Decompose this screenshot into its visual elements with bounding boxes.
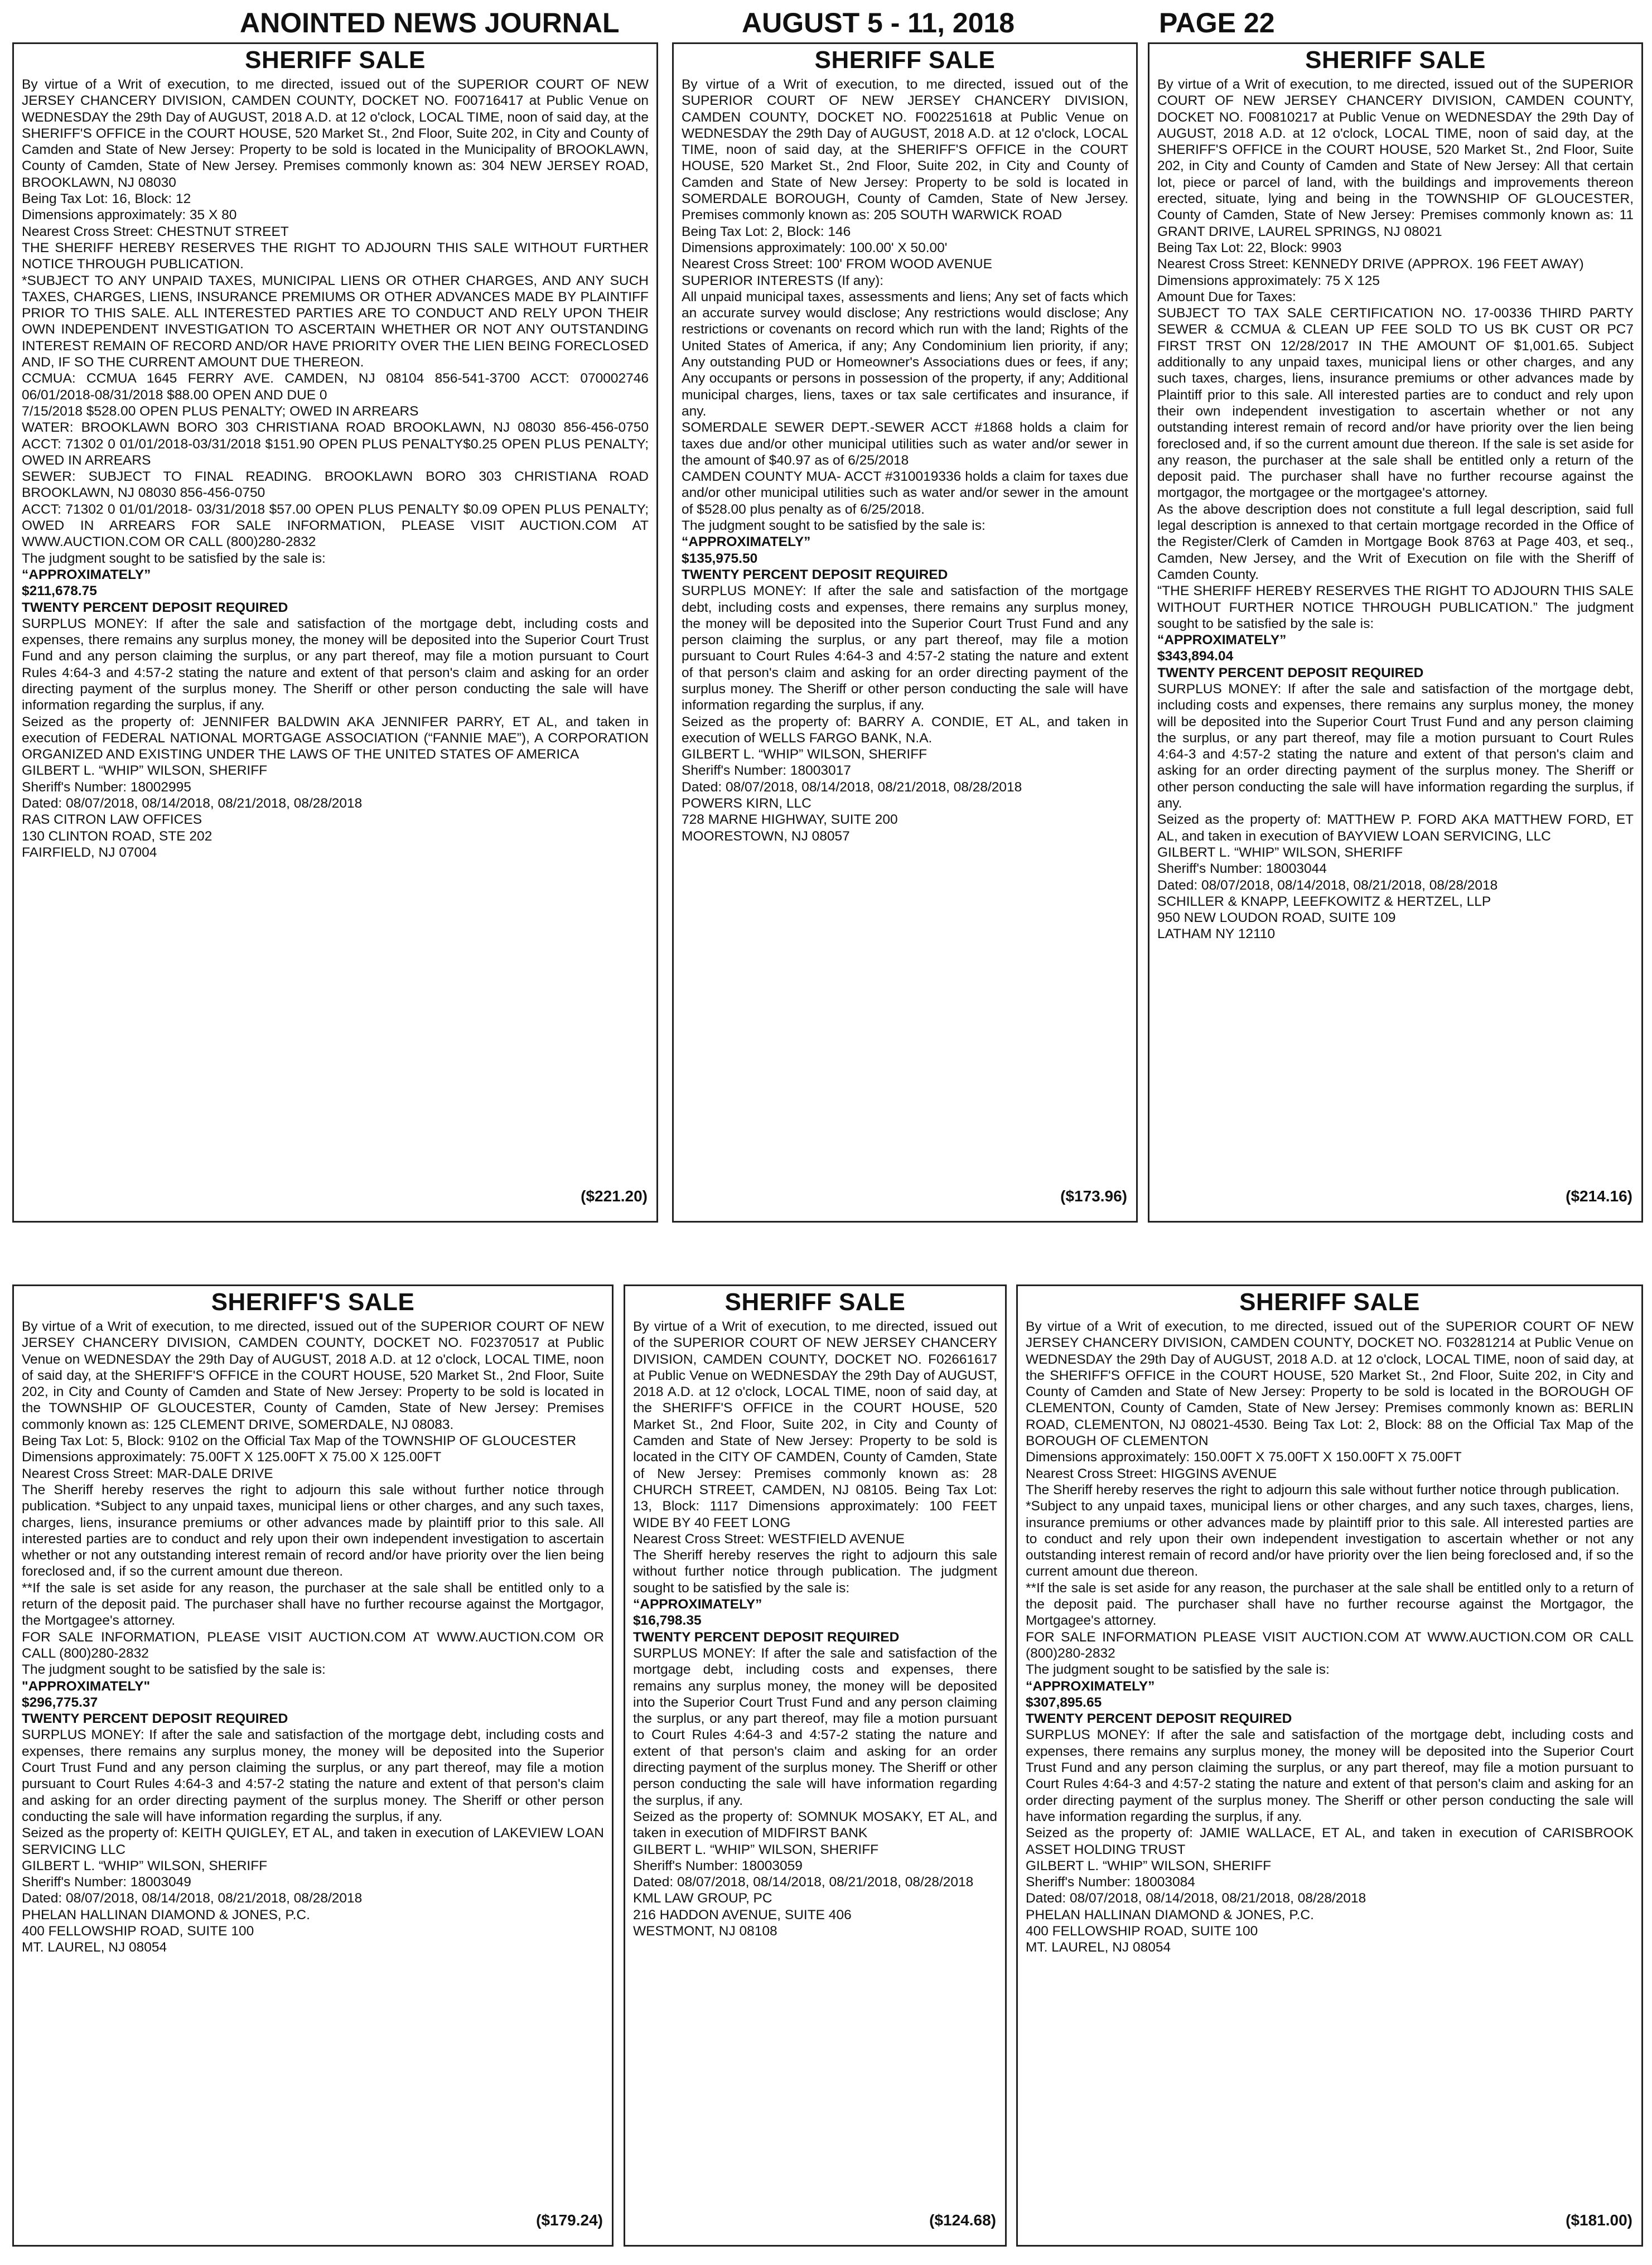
notice-paragraph: Seized as the property of: BARRY A. CONDIE, ET AL, and taken in execution of WELLS FARGO BANK, N.A. — [682, 714, 1128, 746]
notice-paragraph: WATER: BROOKLAWN BORO 303 CHRISTIANA ROAD BROOKLAWN, NJ 08030 856-456-0750 ACCT: 71302 0 01/01/2018-03/31/2018 $151.90 OPEN PLUS PENALTY$0.25 OPEN PLUS PENALTY; OWED IN ARREARS — [22, 420, 649, 468]
notice-paragraph: PHELAN HALLINAN DIAMOND & JONES, P.C. — [1026, 1907, 1314, 1923]
notice-paragraph: Being Tax Lot: 22, Block: 9903 — [1157, 240, 1342, 255]
notice-paragraph: CCMUA: CCMUA 1645 FERRY AVE. CAMDEN, NJ 08104 856-541-3700 ACCT: 070002746 06/01/2018-08/31/2018 $88.00 OPEN AND DUE 0 — [22, 371, 649, 403]
notice-paragraph: FOR SALE INFORMATION PLEASE VISIT AUCTION.COM AT WWW.AUCTION.COM OR CALL (800)280-2832 — [1026, 1629, 1634, 1661]
notice-paragraph: WESTMONT, NJ 08108 — [633, 1923, 777, 1939]
notice-paragraph: Sheriff's Number: 18003044 — [1157, 861, 1327, 877]
notice-paragraph: 7/15/2018 $528.00 OPEN PLUS PENALTY; OWED IN ARREARS — [22, 403, 419, 419]
notice-bold-line: “APPROXIMATELY” — [1026, 1678, 1155, 1694]
notice-bold-line: TWENTY PERCENT DEPOSIT REQUIRED — [22, 1711, 288, 1727]
notice-paragraph: Nearest Cross Street: 100' FROM WOOD AVENUE — [682, 257, 992, 272]
notice-paragraph: By virtue of a Writ of execution, to me directed, issued out of the SUPERIOR COURT OF NEW JERSEY CHANCERY DIVISION, CAMDEN COUNTY, DOCKET NO. F00810217 at Public Venue on WEDNESDAY the 29th Day of AUGUST, 2018 A.D. at 12 o'clock, LOCAL TIME, noon of said day, at the SHERIFF'S OFFICE in the COURT HOUSE, 520 Market St., 2nd Floor, Suite 202, in City and County of Camden and State of New Jersey: All that certain lot, piece or parcel of land, with the buildings and improvements thereon erected, situate, lying and being in the TOWNSHIP OF GLOUCESTER, County of Camden, State of New Jersey: Premises commonly known as: 11 GRANT DRIVE, LAUREL SPRINGS, NJ 08021 — [1157, 77, 1634, 239]
notice-paragraph: Seized as the property of: SOMNUK MOSAKY, ET AL, and taken in execution of MIDFIRST BANK — [633, 1809, 997, 1841]
notice-paragraph: GILBERT L. “WHIP” WILSON, SHERIFF — [22, 1858, 268, 1873]
notice-paragraph: SURPLUS MONEY: If after the sale and satisfaction of the mortgage debt, including costs and expenses, there remains any surplus money, the money will be deposited into the Superior Court Trust Fund and any person claiming the surplus, or any part thereof, may file a motion pursuant to Court Rules 4:64-3 and 4:57-2 stating the nature and extent of that person's claim and asking for an order directing payment of the surplus money. The Sheriff or other person conducting the sale will have information regarding the surplus, if any. — [1157, 681, 1634, 812]
notice-bold-line: $296,775.37 — [22, 1694, 98, 1710]
notice-title: SHERIFF SALE — [245, 46, 426, 74]
notice-paragraph: 400 FELLOWSHIP ROAD, SUITE 100 — [1026, 1923, 1258, 1939]
notice-paragraph: Dated: 08/07/2018, 08/14/2018, 08/21/2018, 08/28/2018 — [1157, 877, 1498, 893]
notice-paragraph: Dated: 08/07/2018, 08/14/2018, 08/21/2018, 08/28/2018 — [633, 1875, 974, 1890]
notice-paragraph: SUBJECT TO TAX SALE CERTIFICATION NO. 17-00336 THIRD PARTY SEWER & CCMUA & CLEAN UP FEE SOLD TO US BK CUST OR PC7 FIRST TRST ON 12/28/2017 IN THE AMOUNT OF $1,001.65. Subject additionally to any unpaid taxes, municipal liens or other charges, and any such taxes, charges, liens, insurance premiums or other advances made by Plaintiff prior to this sale. All interested parties are to conduct and rely upon their own independent investigation to ascertain whether or not any outstanding interest remain of record and/or have priority over the lien being foreclosed and, if so the current amount due thereon. If the sale is set aside for any reason, the purchaser at the sale shall be entitled only a return of the deposit paid. The purchaser shall have no further recourse against the mortgagor, the mortgagee or the mortgagee's attorney. — [1157, 306, 1634, 501]
notice-paragraph: Dimensions approximately: 100.00' X 50.00' — [682, 240, 948, 255]
notice-paragraph: SEWER: SUBJECT TO FINAL READING. BROOKLAWN BORO 303 CHRISTIANA ROAD BROOKLAWN, NJ 08030 856-456-0750 — [22, 469, 649, 501]
notice-paragraph: All unpaid municipal taxes, assessments and liens; Any set of facts which an accurate survey would disclose; Any restrictions would disclose; Any restrictions or covenants on record which run with the land; Rights of the United States of America, if any; Any Condominium lien priority, if any; Any outstanding PUD or Homeowner's Associations dues or fees, if any; Any occupants or persons in possession of the property, if any; Additional municipal charges, liens, taxes or tax sale certificates and insurance, if any. — [682, 289, 1128, 419]
notice-paragraph: Sheriff's Number: 18003017 — [682, 763, 851, 779]
notice-paragraph: Dimensions approximately: 150.00FT X 75.00FT X 150.00FT X 75.00FT — [1026, 1450, 1462, 1465]
notice-paragraph: SURPLUS MONEY: If after the sale and satisfaction of the mortgage debt, including costs and expenses, there remains any surplus money, the money will be deposited into the Superior Court Trust Fund and any person claiming the surplus, or any part thereof, may file a motion pursuant to Court Rules 4:64-3 and 4:57-2 stating the nature and extent of that person's claim and asking for an order directing payment of the surplus money. The Sheriff or other person conducting the sale will have information regarding the surplus, if any. — [633, 1645, 997, 1808]
notice-title: SHERIFF SALE — [724, 1288, 906, 1316]
notice-paragraph: Dated: 08/07/2018, 08/14/2018, 08/21/2018, 08/28/2018 — [22, 1891, 363, 1906]
notice-paragraph: 400 FELLOWSHIP ROAD, SUITE 100 — [22, 1923, 254, 1939]
notice-paragraph: CAMDEN COUNTY MUA- ACCT #310019336 holds a claim for taxes due and/or other municipal utilities such as water and/or sewer in the amount of $528.00 plus penalty as of 6/25/2018. — [682, 469, 1128, 517]
notice-bold-line: “APPROXIMATELY” — [22, 567, 151, 582]
notice-paragraph: Nearest Cross Street: KENNEDY DRIVE (APPROX. 196 FEET AWAY) — [1157, 257, 1584, 272]
notice-paragraph: RAS CITRON LAW OFFICES — [22, 812, 202, 828]
notice-bold-line: $343,894.04 — [1157, 649, 1234, 664]
notice-paragraph: SURPLUS MONEY: If after the sale and satisfaction of the mortgage debt, including costs and expenses, there remains any surplus money, the money will be deposited into the Superior Court Trust Fund and any person claiming the surplus, or any part thereof, may file a motion pursuant to Court Rules 4:64-3 and 4:57-2 stating the nature and extent of that person's claim and asking for an order directing payment of the surplus money. The Sheriff or other person conducting the sale will have information regarding the surplus, if any. — [22, 616, 649, 713]
notice-paragraph: Amount Due for Taxes: — [1157, 289, 1296, 305]
notice-paragraph: Dated: 08/07/2018, 08/14/2018, 08/21/2018, 08/28/2018 — [682, 779, 1022, 795]
notice-paragraph: Nearest Cross Street: CHESTNUT STREET — [22, 224, 289, 239]
notice-paragraph: By virtue of a Writ of execution, to me directed, issued out of the SUPERIOR COURT OF NEW JERSEY CHANCERY DIVISION, CAMDEN COUNTY, DOCKET NO. F002251618 at Public Venue on WEDNESDAY the 29th Day of AUGUST, 2018 A.D. at 12 o'clock, LOCAL TIME, noon of said day, at the SHERIFF'S OFFICE in the COURT HOUSE, 520 Market St., 2nd Floor, Suite 202, in City and County of Camden and State of New Jersey: Property to be sold is located in SOMERDALE BOROUGH, County of Camden, State of New Jersey. Premises commonly known as: 205 SOUTH WARWICK ROAD — [682, 77, 1128, 223]
notice-bold-line: $211,678.75 — [22, 583, 97, 599]
notice-paragraph: GILBERT L. “WHIP” WILSON, SHERIFF — [22, 763, 268, 779]
notice-bold-line: $307,895.65 — [1026, 1694, 1102, 1710]
notice-paragraph: FOR SALE INFORMATION, PLEASE VISIT AUCTION.COM AT WWW.AUCTION.COM OR CALL (800)280-2832 — [22, 1629, 604, 1661]
notice-paragraph: The judgment sought to be satisfied by the sale is: — [22, 1662, 326, 1678]
notice-paragraph: The judgment sought to be satisfied by the sale is: — [22, 550, 326, 566]
sheriff-sale-notice — [1148, 42, 1643, 1223]
notice-paragraph: 950 NEW LOUDON ROAD, SUITE 109 — [1157, 910, 1396, 926]
notice-paragraph: SOMERDALE SEWER DEPT.-SEWER ACCT #1868 holds a claim for taxes due and/or other municipal utilities such as water and/or sewer in the amount of $40.97 as of 6/25/2018 — [682, 420, 1128, 468]
notice-paragraph: ACCT: 71302 0 01/01/2018- 03/31/2018 $57.00 OPEN PLUS PENALTY $0.09 OPEN PLUS PENALTY; OWED IN ARREARS FOR SALE INFORMATION, PLEASE VISIT AUCTION.COM AT WWW.AUCTION.COM OR CALL (800)280-2832 — [22, 501, 649, 550]
notice-bold-line: “APPROXIMATELY” — [1157, 632, 1287, 648]
notice-paragraph: Seized as the property of: JAMIE WALLACE, ET AL, and taken in execution of CARISBROOK ASSET HOLDING TRUST — [1026, 1825, 1634, 1857]
notice-bold-line: “APPROXIMATELY” — [682, 534, 811, 550]
notice-paragraph: MOORESTOWN, NJ 08057 — [682, 828, 850, 844]
notice-paragraph: SURPLUS MONEY: If after the sale and satisfaction of the mortgage debt, including costs and expenses, there remains any surplus money, the money will be deposited into the Superior Court Trust Fund and any person claiming the surplus, or any part thereof, may file a motion pursuant to Court Rules 4:64-3 and 4:57-2 stating the nature and extent of that person's claim and asking for an order directing payment of the surplus money. The Sheriff or other person conducting the sale will have information regarding the surplus, if any. — [22, 1727, 604, 1824]
notice-paragraph: **If the sale is set aside for any reason, the purchaser at the sale shall be entitled only to a return of the deposit paid. The purchaser shall have no further recourse against the Mortgagor, the Mortgagee's attorney. — [22, 1580, 604, 1629]
notice-price: ($124.68) — [929, 2211, 996, 2229]
notice-paragraph: Seized as the property of: JENNIFER BALDWIN AKA JENNIFER PARRY, ET AL, and taken in execution of FEDERAL NATIONAL MORTGAGE ASSOCIATION (“FANNIE MAE”), A CORPORATION ORGANIZED AND EXISTING UNDER THE LAWS OF THE UNITED STATES OF AMERICA — [22, 714, 649, 762]
notice-paragraph: Nearest Cross Street: HIGGINS AVENUE — [1026, 1466, 1277, 1481]
notice-body — [1026, 1319, 1634, 1956]
notice-body — [682, 76, 1128, 844]
notice-paragraph: POWERS KIRN, LLC — [682, 796, 811, 812]
notice-bold-line: TWENTY PERCENT DEPOSIT REQUIRED — [633, 1629, 900, 1645]
notice-title: SHERIFF'S SALE — [211, 1288, 415, 1316]
notice-bold-line: TWENTY PERCENT DEPOSIT REQUIRED — [1026, 1711, 1292, 1727]
notice-body — [1157, 76, 1634, 943]
notice-paragraph: By virtue of a Writ of execution, to me directed, issued out of the SUPERIOR COURT OF NEW JERSEY CHANCERY DIVISION, CAMDEN COUNTY, DOCKET NO. F03281214 at Public Venue on WEDNESDAY the 29th Day of AUGUST, 2018 A.D. at 12 o'clock, LOCAL TIME, noon of said day, at the SHERIFF'S OFFICE in the COURT HOUSE, 520 Market St., 2nd Floor, Suite 202, in City and County of Camden and State of New Jersey: Property to be sold is located in the BOROUGH OF CLEMENTON, County of Camden, State of New Jersey: Premises commonly known as: BERLIN ROAD, CLEMENTON, NJ 08021-4530. Being Tax Lot: 2, Block: 88 on the Official Tax Map of the BOROUGH OF CLEMENTON — [1026, 1319, 1634, 1449]
notice-paragraph: GILBERT L. “WHIP” WILSON, SHERIFF — [1157, 844, 1403, 860]
notice-paragraph: *SUBJECT TO ANY UNPAID TAXES, MUNICIPAL LIENS OR OTHER CHARGES, AND ANY SUCH TAXES, CHARGES, LIENS, INSURANCE PREMIUMS OR OTHER ADVANCES MADE BY PLAINTIFF PRIOR TO THIS SALE. ALL INTERESTED PARTIES ARE TO CONDUCT AND RELY UPON THEIR OWN INDEPENDENT INVESTIGATION TO ASCERTAIN WHETHER OR NOT ANY OUTSTANDING INTEREST REMAIN OF RECORD AND/OR HAVE PRIORITY OVER THE LIEN BEING FORECLOSED AND, IF SO THE CURRENT AMOUNT DUE THEREON. — [22, 273, 649, 370]
notice-paragraph: By virtue of a Writ of execution, to me directed, issued out of the SUPERIOR COURT OF NEW JERSEY CHANCERY DIVISION, CAMDEN COUNTY, DOCKET NO. F02661617 at Public Venue on WEDNESDAY the 29th Day of AUGUST, 2018 A.D. at 12 o'clock, LOCAL TIME, noon of said day, at the SHERIFF'S OFFICE in the COURT HOUSE, 520 Market St., 2nd Floor, Suite 202, in City and County of Camden and State of New Jersey: Property to be sold is located in the CITY OF CAMDEN, County of Camden, State of New Jersey: Premises commonly known as: 28 CHURCH STREET, CAMDEN, NJ 08105. Being Tax Lot: 13, Block: 1117 Dimensions approximately: 100 FEET WIDE BY 40 FEET LONG — [633, 1319, 997, 1530]
notice-paragraph: Sheriff's Number: 18003049 — [22, 1875, 191, 1890]
notice-paragraph: THE SHERIFF HEREBY RESERVES THE RIGHT TO ADJOURN THIS SALE WITHOUT FURTHER NOTICE THROUGH PUBLICATION. — [22, 240, 649, 272]
notice-paragraph: The judgment sought to be satisfied by the sale is: — [682, 518, 986, 534]
notice-bold-line: "APPROXIMATELY" — [22, 1678, 151, 1694]
notice-paragraph: SURPLUS MONEY: If after the sale and satisfaction of the mortgage debt, including costs and expenses, there remains any surplus money, the money will be deposited into the Superior Court Trust Fund and any person claiming the surplus, or any part thereof, may file a motion pursuant to Court Rules 4:64-3 and 4:57-2 stating the nature and extent of that person's claim and asking for an order directing payment of the surplus money. The Sheriff or other person conducting the sale will have information regarding the surplus, if any. — [682, 583, 1128, 713]
notice-paragraph: MT. LAUREL, NJ 08054 — [1026, 1940, 1171, 1955]
sheriff-sale-notice — [672, 42, 1138, 1223]
notice-bold-line: TWENTY PERCENT DEPOSIT REQUIRED — [682, 567, 948, 582]
notice-paragraph: Dimensions approximately: 75.00FT X 125.00FT X 75.00 X 125.00FT — [22, 1450, 442, 1465]
sheriff-sale-notice — [1016, 1284, 1643, 2247]
notice-paragraph: 728 MARNE HIGHWAY, SUITE 200 — [682, 812, 898, 828]
notice-bold-line: $16,798.35 — [633, 1613, 702, 1629]
sheriff-sale-notice — [12, 1284, 614, 2247]
notice-paragraph: Dimensions approximately: 35 X 80 — [22, 207, 237, 223]
notice-paragraph: SUPERIOR INTERESTS (If any): — [682, 273, 884, 288]
notice-paragraph: SURPLUS MONEY: If after the sale and satisfaction of the mortgage debt, including costs and expenses, there remains any surplus money, the money will be deposited into the Superior Court Trust Fund and any person claiming the surplus, or any part thereof, may file a motion pursuant to Court Rules 4:64-3 and 4:57-2 stating the nature and extent of that person's claim and asking for an order directing payment of the surplus money. The Sheriff or other person conducting the sale will have information regarding the surplus, if any. — [1026, 1727, 1634, 1824]
notice-paragraph: Sheriff's Number: 18003084 — [1026, 1875, 1195, 1890]
notice-paragraph: Nearest Cross Street: WESTFIELD AVENUE — [633, 1531, 905, 1547]
notice-body — [633, 1319, 997, 1939]
notice-paragraph: KML LAW GROUP, PC — [633, 1891, 772, 1906]
notice-paragraph: *Subject to any unpaid taxes, municipal liens or other charges, and any such taxes, charges, liens, insurance premiums or other advances made by plaintiff prior to this sale. All interested parties are to conduct and rely upon their own independent investigation to ascertain whether or not any outstanding interest remain of record and/or have priority over the lien being foreclosed and, if so the current amount due thereon. — [1026, 1499, 1634, 1580]
notice-paragraph: GILBERT L. “WHIP” WILSON, SHERIFF — [633, 1842, 879, 1857]
notice-price: ($221.20) — [581, 1187, 648, 1205]
notice-price: ($214.16) — [1566, 1187, 1632, 1205]
notice-paragraph: By virtue of a Writ of execution, to me directed, issued out of the SUPERIOR COURT OF NEW JERSEY CHANCERY DIVISION, CAMDEN COUNTY, DOCKET NO. F00716417 at Public Venue on WEDNESDAY the 29th Day of AUGUST, 2018 A.D. at 12 o'clock, LOCAL TIME, noon of said day, at the SHERIFF'S OFFICE in the COURT HOUSE, 520 Market St., 2nd Floor, Suite 202, in City and County of Camden and State of New Jersey: Property to be sold is located in the Municipality of BROOKLAWN, County of Camden, State of New Jersey. Premises commonly known as: 304 NEW JERSEY ROAD, BROOKLAWN, NJ 08030 — [22, 77, 649, 190]
notice-bold-line: $135,975.50 — [682, 550, 758, 566]
publication-name: ANOINTED NEWS JOURNAL — [240, 7, 620, 38]
notice-paragraph: PHELAN HALLINAN DIAMOND & JONES, P.C. — [22, 1907, 310, 1923]
sheriff-sale-notice — [624, 1284, 1007, 2247]
notice-paragraph: As the above description does not constitute a full legal description, said full legal description is annexed to that certain mortgage recorded in the Office of the Register/Clerk of Camden in Mortgage Book 8763 at Page 403, et seq., Camden, New Jersey, and the Writ of Execution on file with the Sheriff of Camden County. — [1157, 501, 1634, 582]
notice-paragraph: Being Tax Lot: 16, Block: 12 — [22, 191, 191, 207]
notice-paragraph: By virtue of a Writ of execution, to me directed, issued out of the SUPERIOR COURT OF NEW JERSEY CHANCERY DIVISION, CAMDEN COUNTY, DOCKET NO. F02370517 at Public Venue on WEDNESDAY the 29th Day of AUGUST, 2018 A.D. at 12 o'clock, LOCAL TIME, noon of said day, at the SHERIFF'S OFFICE in the COURT HOUSE, 520 Market St., 2nd Floor, Suite 202, in City and County of Camden and State of New Jersey: Property to be sold is located in the TOWNSHIP OF GLOUCESTER, County of Camden, State of New Jersey: Premises commonly known as: 125 CLEMENT DRIVE, SOMERDALE, NJ 08083. — [22, 1319, 604, 1432]
notice-title: SHERIFF SALE — [1239, 1288, 1420, 1316]
notice-paragraph: Seized as the property of: KEITH QUIGLEY, ET AL, and taken in execution of LAKEVIEW LOAN SERVICING LLC — [22, 1825, 604, 1857]
notice-paragraph: The judgment sought to be satisfied by the sale is: — [1026, 1662, 1330, 1678]
notice-price: ($181.00) — [1566, 2211, 1632, 2229]
notice-bold-line: “APPROXIMATELY” — [633, 1597, 762, 1612]
notice-paragraph: FAIRFIELD, NJ 07004 — [22, 844, 157, 860]
notice-paragraph: GILBERT L. “WHIP” WILSON, SHERIFF — [682, 747, 928, 762]
notice-paragraph: Dated: 08/07/2018, 08/14/2018, 08/21/2018, 08/28/2018 — [22, 796, 363, 812]
notice-paragraph: Sheriff's Number: 18003059 — [633, 1858, 803, 1873]
notice-paragraph: Seized as the property of: MATTHEW P. FORD AKA MATTHEW FORD, ET AL, and taken in execution of BAYVIEW LOAN SERVICING, LLC — [1157, 812, 1634, 844]
notice-price: ($179.24) — [536, 2211, 603, 2229]
notice-paragraph: MT. LAUREL, NJ 08054 — [22, 1940, 167, 1955]
notice-paragraph: 216 HADDON AVENUE, SUITE 406 — [633, 1907, 852, 1923]
page-number: PAGE 22 — [1159, 7, 1275, 38]
notice-paragraph: Being Tax Lot: 2, Block: 146 — [682, 224, 851, 239]
notice-bold-line: TWENTY PERCENT DEPOSIT REQUIRED — [22, 600, 288, 615]
notice-paragraph: The Sheriff hereby reserves the right to adjourn this sale without further notice through publication. *Subject to any unpaid taxes, municipal liens or other charges, and any such taxes, charges, liens, insurance premiums or other advances made by plaintiff prior to this sale. All interested parties are to conduct and rely upon their own independent investigation to ascertain whether or not any outstanding interest remain of record and/or have priority over the lien being foreclosed and, if so the current amount due thereon. — [22, 1482, 604, 1580]
notice-paragraph: LATHAM NY 12110 — [1157, 926, 1276, 942]
notice-price: ($173.96) — [1060, 1187, 1127, 1205]
notice-title: SHERIFF SALE — [1305, 46, 1486, 74]
notice-paragraph: **If the sale is set aside for any reason, the purchaser at the sale shall be entitled only to a return of the deposit paid. The purchaser shall have no further recourse against the Mortgagor, the Mortgagee's attorney. — [1026, 1580, 1634, 1629]
notice-paragraph: Dimensions approximately: 75 X 125 — [1157, 273, 1380, 288]
notice-paragraph: Sheriff's Number: 18002995 — [22, 779, 191, 795]
notice-paragraph: GILBERT L. “WHIP” WILSON, SHERIFF — [1026, 1858, 1272, 1873]
issue-date: AUGUST 5 - 11, 2018 — [742, 7, 1015, 38]
notice-title: SHERIFF SALE — [814, 46, 996, 74]
notice-body — [22, 76, 649, 861]
notice-paragraph: Nearest Cross Street: MAR-DALE DRIVE — [22, 1466, 273, 1481]
notice-paragraph: 130 CLINTON ROAD, STE 202 — [22, 828, 212, 844]
notice-paragraph: “THE SHERIFF HEREBY RESERVES THE RIGHT TO ADJOURN THIS SALE WITHOUT FURTHER NOTICE THROUGH PUBLICATION.” The judgment sought to be satisfied by the sale is: — [1157, 583, 1634, 631]
notice-body — [22, 1319, 604, 1956]
notice-paragraph: The Sheriff hereby reserves the right to adjourn this sale without further notice through publication. The judgment sought to be satisfied by the sale is: — [633, 1548, 997, 1596]
sheriff-sale-notice — [12, 42, 658, 1223]
page-header — [0, 0, 1652, 39]
notice-paragraph: SCHILLER & KNAPP, LEEFKOWITZ & HERTZEL, LLP — [1157, 894, 1491, 909]
notice-paragraph: The Sheriff hereby reserves the right to adjourn this sale without further notice through publication. — [1026, 1482, 1620, 1498]
notice-bold-line: TWENTY PERCENT DEPOSIT REQUIRED — [1157, 665, 1424, 680]
notice-paragraph: Dated: 08/07/2018, 08/14/2018, 08/21/2018, 08/28/2018 — [1026, 1891, 1366, 1906]
notice-paragraph: Being Tax Lot: 5, Block: 9102 on the Official Tax Map of the TOWNSHIP OF GLOUCESTER — [22, 1433, 577, 1449]
